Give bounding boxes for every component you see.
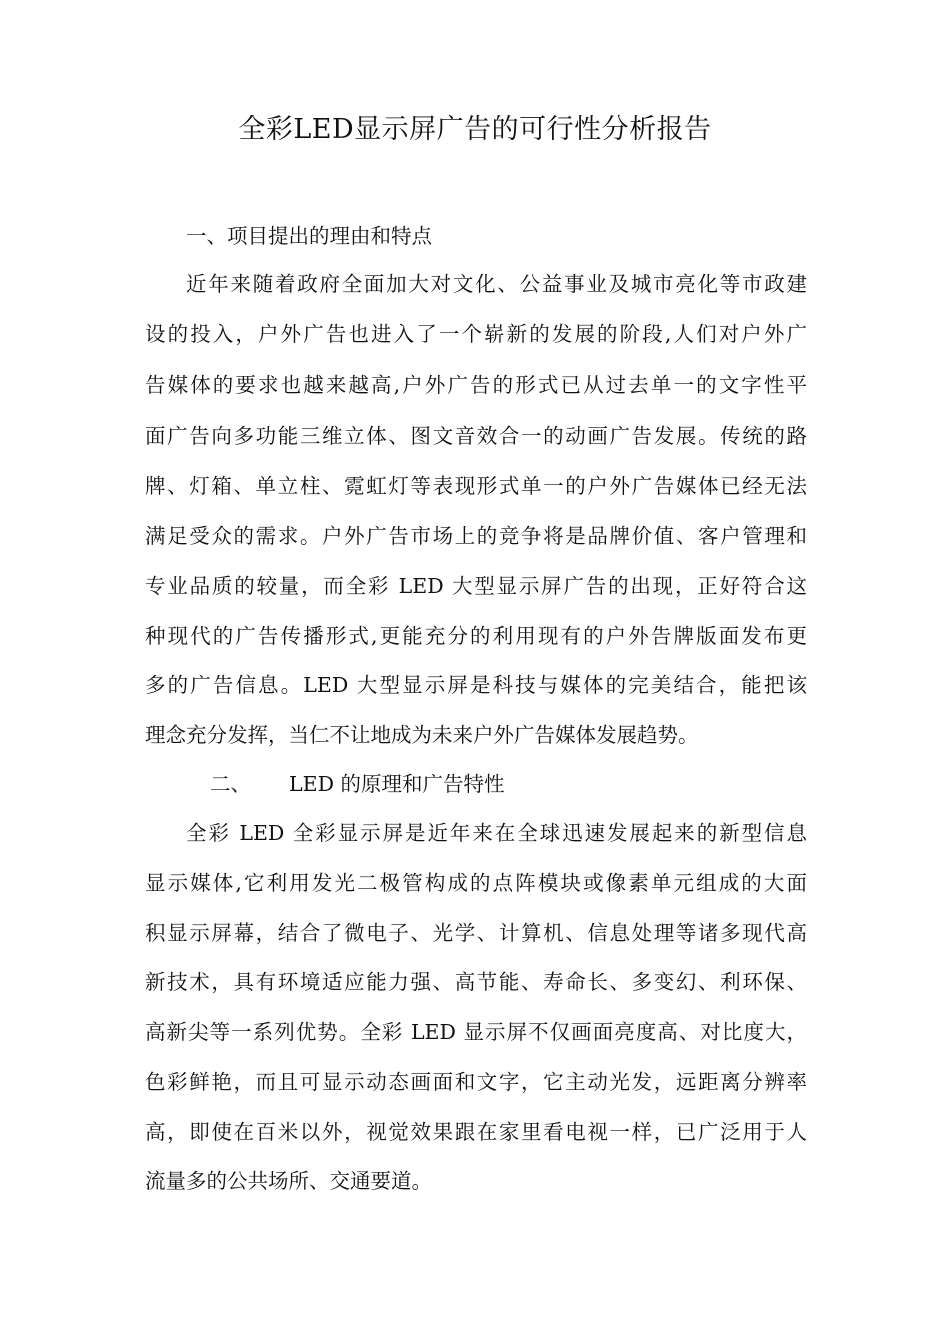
section-1-heading: 一、项目提出的理由和特点 — [186, 224, 432, 248]
document-title: 全彩LED显示屏广告的可行性分析报告 — [238, 114, 712, 145]
paragraph-2-line: 显示媒体,它利用发光二极管构成的点阵模块或像素单元组成的大面 — [145, 871, 807, 895]
paragraph-1-line: 种现代的广告传播形式,更能充分的利用现有的户外告牌版面发布更 — [145, 624, 807, 648]
paragraph-2-line: 流量多的公共场所、交通要道。 — [145, 1169, 432, 1193]
paragraph-1-line: 牌、灯箱、单立柱、霓虹灯等表现形式单一的户外广告媒体已经无法 — [145, 474, 807, 498]
paragraph-2-line: 积显示屏幕，结合了微电子、光学、计算机、信息处理等诸多现代高 — [145, 921, 807, 945]
paragraph-1-line: 设的投入，户外广告也进入了一个崭新的发展的阶段,人们对户外广 — [145, 322, 807, 346]
paragraph-2-line: 新技术，具有环境适应能力强、高节能、寿命长、多变幻、利环保、 — [145, 970, 807, 994]
paragraph-2-line: 高新尖等一系列优势。全彩 LED 显示屏不仅画面亮度高、对比度大， — [145, 1020, 807, 1044]
paragraph-1-line: 面广告向多功能三维立体、图文音效合一的动画广告发展。传统的路 — [145, 424, 807, 448]
paragraph-1-line: 满足受众的需求。户外广告市场上的竞争将是品牌价值、客户管理和 — [145, 524, 807, 548]
paragraph-2-line: 色彩鲜艳，而且可显示动态画面和文字，它主动光发，远距离分辨率 — [145, 1070, 807, 1094]
paragraph-1-line: 多的广告信息。LED 大型显示屏是科技与媒体的完美结合，能把该 — [145, 673, 807, 697]
paragraph-1-line: 专业品质的较量，而全彩 LED 大型显示屏广告的出现，正好符合这 — [145, 574, 807, 598]
paragraph-1-line: 告媒体的要求也越来越高,户外广告的形式已从过去单一的文字性平 — [145, 373, 807, 397]
section-2-heading-text: LED 的原理和广告特性 — [289, 772, 505, 796]
paragraph-1-line: 理念充分发挥，当仁不让地成为未来户外广告媒体发展趋势。 — [145, 723, 699, 747]
paragraph-2-line: 全彩 LED 全彩显示屏是近年来在全球迅速发展起来的新型信息 — [186, 821, 807, 845]
paragraph-2-line: 高，即使在百米以外，视觉效果跟在家里看电视一样，已广泛用于人 — [145, 1120, 807, 1144]
paragraph-1-line: 近年来随着政府全面加大对文化、公益事业及城市亮化等市政建 — [186, 272, 807, 296]
section-2-heading — [210, 769, 505, 799]
section-2-heading-number: 二、 — [210, 772, 251, 796]
